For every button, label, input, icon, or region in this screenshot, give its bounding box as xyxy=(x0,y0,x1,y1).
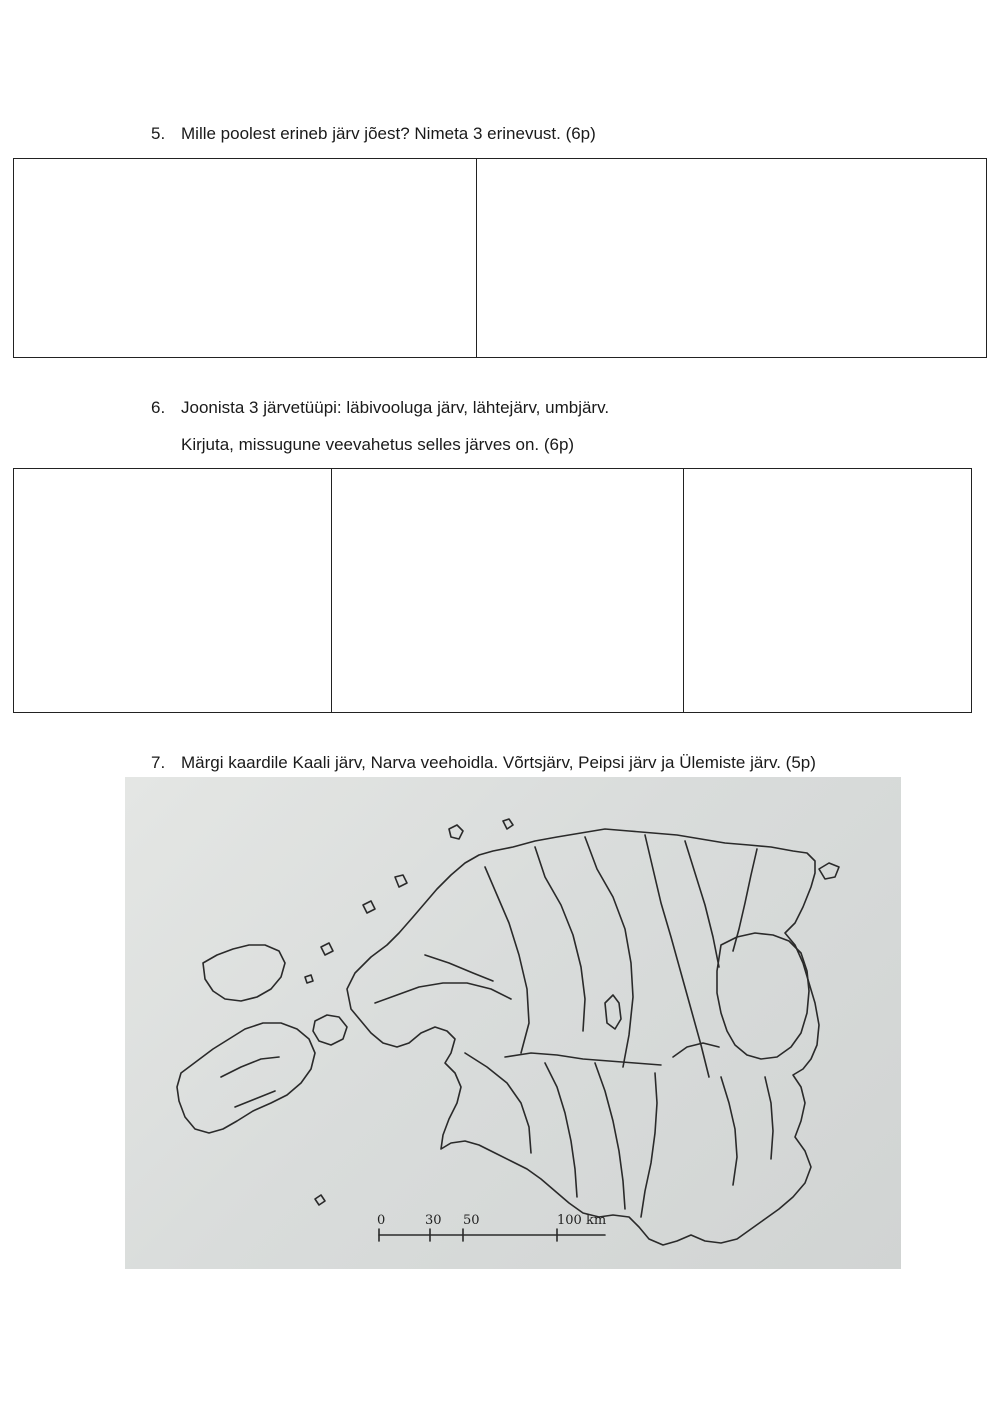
scale-label-30: 30 xyxy=(425,1213,442,1228)
answer-cell-5-1[interactable] xyxy=(14,159,477,357)
river xyxy=(645,835,709,1077)
river xyxy=(585,837,633,1067)
river xyxy=(485,867,529,1053)
river xyxy=(641,1073,657,1217)
river xyxy=(545,1063,577,1197)
answer-table-6 xyxy=(13,468,972,713)
question-5-text: Mille poolest erineb järv jõest? Nimeta 3 erinevust. (6p) xyxy=(181,124,596,143)
question-7-text: Märgi kaardile Kaali järv, Narva veehoidla. Võrtsjärv, Peipsi järv ja Ülemiste järv. (5p) xyxy=(181,753,816,772)
answer-cell-6-2[interactable] xyxy=(332,469,684,712)
scale-label-100km: 100 km xyxy=(557,1213,607,1228)
answer-table-5 xyxy=(13,158,987,358)
estonia-map-photo[interactable] xyxy=(125,777,901,1269)
river xyxy=(375,983,511,1003)
muhu-island xyxy=(313,1015,347,1045)
river xyxy=(535,847,585,1031)
scale-label-0: 0 xyxy=(377,1213,386,1228)
river xyxy=(685,841,719,967)
peipsi-lake xyxy=(717,933,809,1059)
answer-cell-5-2[interactable] xyxy=(477,159,986,357)
river xyxy=(673,1043,719,1057)
scale-label-50: 50 xyxy=(463,1213,480,1228)
river xyxy=(721,1077,737,1185)
question-6-text: Joonista 3 järvetüüpi: läbivooluga järv, lähtejärv, umbjärv. xyxy=(181,398,610,417)
vortsjarv-lake xyxy=(605,995,621,1029)
estonia-map xyxy=(125,777,901,1269)
hiiumaa-island xyxy=(203,945,285,1001)
river xyxy=(505,1053,661,1065)
river xyxy=(425,955,493,981)
river xyxy=(765,1077,773,1159)
saaremaa-island xyxy=(177,1023,315,1133)
answer-cell-6-3[interactable] xyxy=(684,469,971,712)
question-6-text-line2: Kirjuta, missugune veevahetus selles järves on. (6p) xyxy=(181,435,575,454)
river xyxy=(595,1063,625,1209)
river xyxy=(221,1057,279,1077)
question-6-number: 6. xyxy=(151,398,166,417)
answer-cell-6-1[interactable] xyxy=(14,469,332,712)
river xyxy=(465,1053,531,1153)
question-7-number: 7. xyxy=(151,753,166,772)
question-5-number: 5. xyxy=(151,124,166,143)
